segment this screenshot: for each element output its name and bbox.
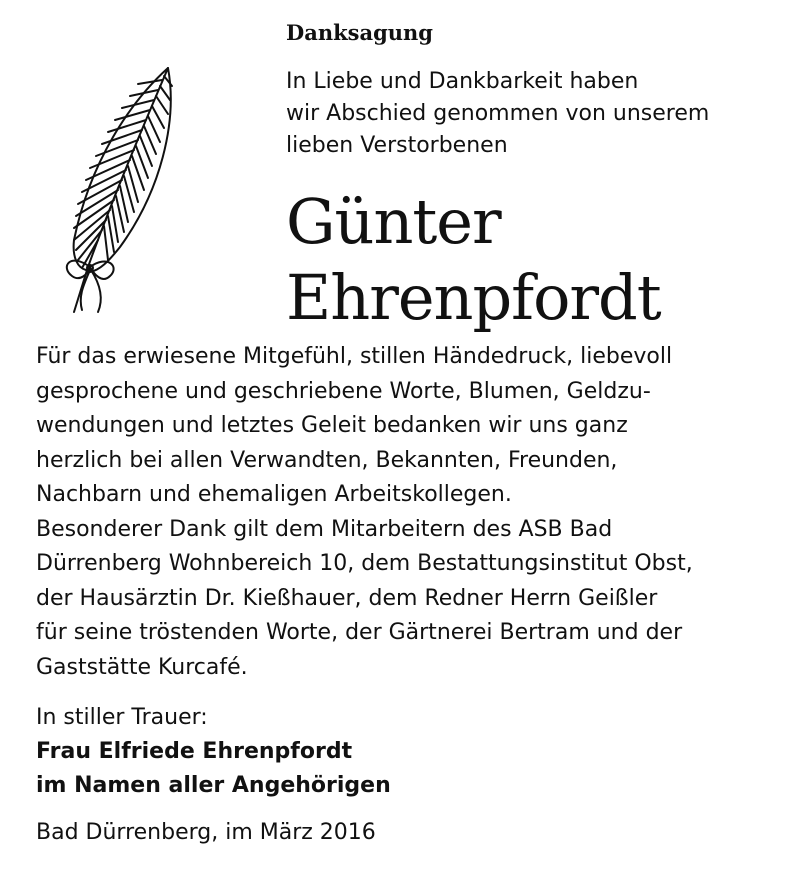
signoff	[36, 701, 736, 803]
feather-with-ribbon-icon	[60, 62, 180, 322]
deceased-last-name: Ehrenpfordt	[286, 261, 661, 334]
signoff-on-behalf: im Namen aller Angehörigen	[36, 773, 391, 798]
notice-heading: Danksagung	[286, 20, 433, 45]
deceased-first-name: Günter	[286, 185, 501, 258]
text-line: Gaststätte Kurcafé.	[36, 654, 248, 680]
text-line: Für das erwiesene Mitgefühl, stillen Händedruck, liebevoll	[36, 344, 673, 369]
text-line: herzlich bei allen Verwandten, Bekannten, Freunden,	[36, 447, 618, 473]
deceased-name	[286, 184, 661, 336]
intro-line: wir Abschied genommen von unserem	[286, 101, 710, 126]
intro-text	[286, 66, 786, 162]
text-line: Nachbarn und ehemaligen Arbeitskollegen.	[36, 482, 512, 507]
thanks-paragraph	[36, 340, 796, 513]
text-line: für seine tröstenden Worte, der Gärtnerei Bertram und der	[36, 620, 683, 645]
signoff-name: Frau Elfriede Ehrenpfordt	[36, 739, 353, 764]
text-line: der Hausärztin Dr. Kießhauer, dem Redner Herrn Geißler	[36, 585, 658, 611]
intro-line: In Liebe und Dankbarkeit haben	[286, 69, 639, 94]
place-date: Bad Dürrenberg, im März 2016	[36, 820, 376, 845]
text-line: Dürrenberg Wohnbereich 10, dem Bestattungsinstitut Obst,	[36, 551, 693, 576]
special-thanks-paragraph	[36, 513, 796, 686]
intro-line: lieben Verstorbenen	[286, 133, 508, 158]
thanks-body	[36, 340, 796, 685]
text-line: gesprochene und geschriebene Worte, Blumen, Geldzu-	[36, 378, 651, 404]
text-line: wendungen und letztes Geleit bedanken wir uns ganz	[36, 413, 628, 438]
text-line: Besonderer Dank gilt dem Mitarbeitern des ASB Bad	[36, 516, 613, 542]
signoff-intro: In stiller Trauer:	[36, 705, 208, 730]
